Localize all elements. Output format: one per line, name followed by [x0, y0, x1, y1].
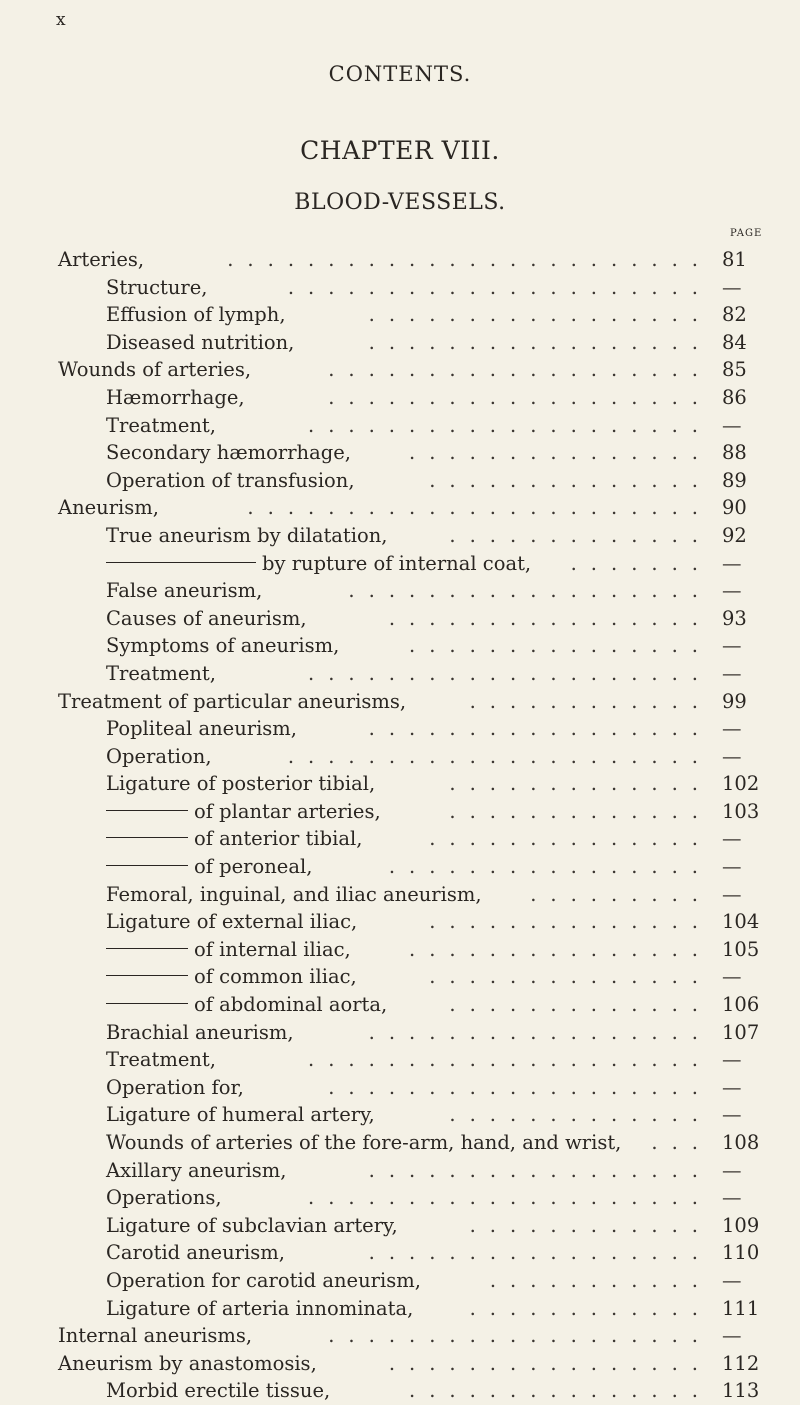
leader-dots: .............. — [429, 827, 712, 851]
toc-entry-title — [106, 936, 351, 964]
toc-entry — [0, 467, 800, 495]
toc-entry — [0, 522, 800, 550]
toc-entry-title — [106, 632, 339, 660]
toc-entry-title — [106, 522, 387, 550]
toc-entry-label: Structure, — [106, 275, 208, 299]
toc-entry-page: 107 — [722, 1020, 760, 1044]
toc-entry — [0, 908, 800, 936]
toc-entry-title — [106, 1157, 287, 1185]
toc-entry — [0, 550, 800, 578]
ditto-rule — [106, 837, 188, 838]
ditto-rule — [106, 948, 188, 949]
toc-entry-page: — — [722, 661, 742, 685]
toc-entry — [0, 770, 800, 798]
toc-entry-page: 112 — [722, 1351, 760, 1375]
leader-dots: ................ — [388, 1351, 712, 1375]
toc-entry-page: — — [722, 1048, 742, 1072]
toc-entry-label: Femoral, inguinal, and iliac aneurism, — [106, 882, 482, 906]
toc-entry-page: 102 — [722, 772, 760, 796]
leader-dots: ............. — [449, 799, 712, 823]
toc-entry — [0, 246, 800, 274]
toc-entry-page: — — [722, 717, 742, 741]
page-column-label: PAGE — [730, 228, 763, 239]
toc-entry-title — [58, 688, 406, 716]
toc-entry-title — [106, 439, 351, 467]
toc-entry-label: Treatment, — [106, 1048, 216, 1072]
toc-entry-page: — — [722, 827, 742, 851]
toc-entry-page: 103 — [722, 799, 760, 823]
toc-entry-label: of common iliac, — [194, 965, 357, 989]
toc-entry — [0, 798, 800, 826]
toc-entry-label: Operation, — [106, 744, 212, 768]
leader-dots: ................ — [388, 606, 712, 630]
leader-dots: ................... — [328, 1324, 712, 1348]
toc-entry — [0, 1350, 800, 1378]
toc-entry-title — [106, 467, 355, 495]
toc-entry-page: 106 — [722, 993, 760, 1017]
toc-entry-label: Ligature of subclavian artery, — [106, 1213, 398, 1237]
toc-entry-label: Wounds of arteries, — [58, 358, 252, 382]
toc-entry-page: — — [722, 1324, 742, 1348]
toc-entry-title — [106, 329, 294, 357]
toc-entry-label: by rupture of internal coat, — [262, 551, 532, 575]
leader-dots: ................... — [328, 1075, 712, 1099]
toc-entry-page: 84 — [722, 330, 747, 354]
toc-entry — [0, 632, 800, 660]
toc-entry-page: 82 — [722, 303, 747, 327]
toc-entry — [0, 301, 800, 329]
leader-dots: ......... — [530, 882, 712, 906]
toc-entry-label: Ligature of external iliac, — [106, 910, 358, 934]
toc-entry — [0, 1074, 800, 1102]
toc-entry-title — [106, 550, 531, 578]
toc-entry-title — [106, 798, 381, 826]
toc-entry-page: — — [722, 1103, 742, 1127]
leader-dots: ........................ — [227, 248, 712, 271]
leader-dots: .................... — [308, 1186, 712, 1210]
toc-entry-title — [106, 1377, 330, 1405]
toc-entry-label: False aneurism, — [106, 579, 263, 603]
toc-entry — [0, 936, 800, 964]
toc-entry — [0, 439, 800, 467]
ditto-rule — [106, 810, 188, 811]
toc-entry — [0, 715, 800, 743]
toc-entry — [0, 1295, 800, 1323]
toc-entry-title — [106, 1101, 375, 1129]
toc-entry-page: 85 — [722, 358, 747, 382]
toc-entry — [0, 384, 800, 412]
toc-entry-title — [106, 1046, 216, 1074]
toc-entry-label: Symptoms of aneurism, — [106, 634, 340, 658]
table-of-contents — [0, 246, 800, 1405]
toc-entry-label: Popliteal aneurism, — [106, 717, 298, 741]
toc-entry-label: Operations, — [106, 1186, 222, 1210]
toc-entry-page: 93 — [722, 606, 747, 630]
leader-dots: .............. — [429, 965, 712, 989]
toc-entry-label: Ligature of humeral artery, — [106, 1103, 375, 1127]
toc-entry-title — [58, 1322, 252, 1350]
toc-entry-title — [106, 853, 312, 881]
toc-entry-title — [106, 770, 375, 798]
toc-entry-page: 99 — [722, 689, 747, 713]
toc-entry-page: — — [722, 855, 742, 879]
toc-entry-title — [106, 715, 297, 743]
toc-entry — [0, 1157, 800, 1185]
toc-entry-title — [106, 991, 387, 1019]
toc-entry-title — [106, 1212, 398, 1240]
toc-entry — [0, 825, 800, 853]
toc-entry-page: — — [722, 634, 742, 658]
toc-entry-title — [106, 1239, 285, 1267]
leader-dots: ............... — [409, 1379, 712, 1403]
toc-entry-label: Operation for, — [106, 1075, 244, 1099]
toc-entry-label: True aneurism by dilatation, — [106, 523, 388, 547]
toc-entry-label: Diseased nutrition, — [106, 330, 295, 354]
toc-entry-page: 105 — [722, 937, 760, 961]
toc-entry-page: — — [722, 275, 742, 299]
toc-entry-label: Ligature of posterior tibial, — [106, 772, 376, 796]
toc-entry-label: Carotid aneurism, — [106, 1241, 285, 1265]
toc-entry-page: — — [722, 551, 742, 575]
toc-entry-label: Secondary hæmorrhage, — [106, 441, 351, 465]
leader-dots: .................... — [308, 413, 712, 437]
leader-dots: ....... — [570, 551, 712, 575]
toc-entry — [0, 1046, 800, 1074]
toc-entry — [0, 1212, 800, 1240]
toc-entry-label: Causes of aneurism, — [106, 606, 307, 630]
ditto-rule — [106, 562, 256, 563]
toc-entry-title — [106, 1019, 294, 1047]
toc-entry-page: 90 — [722, 496, 747, 520]
leader-dots: ............ — [469, 689, 712, 713]
toc-entry — [0, 1129, 800, 1157]
toc-entry — [0, 494, 800, 522]
leader-dots: ............... — [409, 634, 712, 658]
leader-dots: ....................... — [247, 496, 712, 520]
section-heading: BLOOD-VESSELS. — [294, 190, 506, 215]
leader-dots: ................... — [328, 358, 712, 382]
toc-entry-page: 92 — [722, 523, 747, 547]
toc-entry-page: 110 — [722, 1241, 760, 1265]
toc-entry-label: Treatment, — [106, 413, 216, 437]
toc-entry-page: 109 — [722, 1213, 760, 1237]
toc-entry-title — [106, 274, 207, 302]
leader-dots: .................. — [348, 579, 712, 603]
toc-entry-page: — — [722, 579, 742, 603]
toc-entry — [0, 853, 800, 881]
leader-dots: ............... — [409, 937, 712, 961]
leader-dots: ............ — [469, 1296, 712, 1320]
toc-entry-page: — — [722, 1075, 742, 1099]
toc-entry-title — [106, 908, 357, 936]
toc-entry-label: of peroneal, — [194, 855, 313, 879]
toc-entry-title — [106, 660, 216, 688]
toc-entry-page: 86 — [722, 385, 747, 409]
leader-dots: ................. — [368, 303, 712, 327]
leader-dots: ........... — [489, 1268, 712, 1292]
toc-entry — [0, 577, 800, 605]
leader-dots: ................. — [368, 1158, 712, 1182]
toc-entry — [0, 274, 800, 302]
toc-entry-label: Internal aneurisms, — [58, 1324, 253, 1348]
toc-entry-page: — — [722, 882, 742, 906]
toc-entry-label: Hæmorrhage, — [106, 385, 245, 409]
toc-entry-title — [106, 384, 245, 412]
toc-entry-title — [106, 412, 216, 440]
toc-entry-title — [106, 301, 286, 329]
page-number: x — [56, 10, 66, 30]
leader-dots: ................ — [388, 855, 712, 879]
toc-entry-title — [58, 494, 159, 522]
toc-entry-label: of anterior tibial, — [194, 827, 363, 851]
leader-dots: ............. — [449, 523, 712, 547]
leader-dots: ................. — [368, 717, 712, 741]
leader-dots: ... — [651, 1131, 712, 1154]
toc-entry — [0, 1101, 800, 1129]
toc-entry-page: — — [722, 1158, 742, 1182]
toc-entry — [0, 1267, 800, 1295]
toc-entry — [0, 881, 800, 909]
toc-entry — [0, 660, 800, 688]
toc-entry-page: — — [722, 1268, 742, 1292]
toc-entry-title — [106, 577, 262, 605]
leader-dots: ............ — [469, 1213, 712, 1237]
toc-entry — [0, 963, 800, 991]
toc-entry-page: 108 — [722, 1131, 760, 1154]
running-title: CONTENTS. — [328, 62, 472, 86]
leader-dots: ............. — [449, 1103, 712, 1127]
toc-entry-page: — — [722, 744, 742, 768]
toc-entry-title — [58, 1350, 317, 1378]
toc-entry-title — [106, 605, 307, 633]
toc-entry-title — [106, 881, 482, 909]
toc-entry-title — [106, 1129, 621, 1157]
toc-entry — [0, 991, 800, 1019]
leader-dots: ............. — [449, 772, 712, 796]
toc-entry — [0, 1019, 800, 1047]
leader-dots: ..................... — [287, 275, 712, 299]
toc-entry-title — [106, 743, 212, 771]
toc-entry-page: 81 — [722, 248, 747, 271]
toc-entry-label: Wounds of arteries of the fore-arm, hand, and wrist, — [106, 1131, 622, 1154]
leader-dots: ............. — [449, 993, 712, 1017]
toc-entry-page: 88 — [722, 441, 747, 465]
toc-entry — [0, 1239, 800, 1267]
leader-dots: ................. — [368, 1020, 712, 1044]
toc-entry — [0, 743, 800, 771]
toc-entry-label: of abdominal aorta, — [194, 993, 388, 1017]
toc-entry-label: Operation for carotid aneurism, — [106, 1268, 421, 1292]
toc-entry-title — [106, 1074, 244, 1102]
toc-entry-title — [58, 246, 144, 274]
toc-entry-page: 89 — [722, 468, 747, 492]
leader-dots: ................. — [368, 1241, 712, 1265]
toc-entry-page: — — [722, 413, 742, 437]
toc-entry-title — [106, 1267, 421, 1295]
ditto-rule — [106, 1003, 188, 1004]
toc-entry-label: Treatment, — [106, 661, 216, 685]
toc-entry-label: Operation of transfusion, — [106, 468, 355, 492]
leader-dots: .............. — [429, 910, 712, 934]
toc-entry-title — [106, 963, 357, 991]
toc-entry-page: 113 — [722, 1379, 760, 1403]
toc-entry-label: Axillary aneurism, — [106, 1158, 287, 1182]
leader-dots: ..................... — [287, 744, 712, 768]
toc-entry-title — [106, 1295, 413, 1323]
toc-entry-title — [106, 1184, 222, 1212]
toc-entry-label: Effusion of lymph, — [106, 303, 286, 327]
leader-dots: ................... — [328, 385, 712, 409]
toc-entry-label: Treatment of particular aneurisms, — [58, 689, 407, 713]
toc-entry-label: Ligature of arteria innominata, — [106, 1296, 414, 1320]
leader-dots: ................. — [368, 330, 712, 354]
toc-entry — [0, 688, 800, 716]
leader-dots: ............... — [409, 441, 712, 465]
toc-entry-page: 104 — [722, 910, 760, 934]
leader-dots: .................... — [308, 661, 712, 685]
toc-entry-label: Aneurism by anastomosis, — [58, 1351, 317, 1375]
toc-entry — [0, 1322, 800, 1350]
leader-dots: .................... — [308, 1048, 712, 1072]
toc-entry-label: Brachial aneurism, — [106, 1020, 294, 1044]
toc-entry — [0, 412, 800, 440]
toc-entry-page: 111 — [722, 1296, 760, 1320]
toc-entry-title — [106, 825, 362, 853]
ditto-rule — [106, 975, 188, 976]
toc-entry — [0, 605, 800, 633]
toc-entry — [0, 1184, 800, 1212]
toc-entry — [0, 1377, 800, 1405]
toc-entry — [0, 356, 800, 384]
toc-entry-title — [58, 356, 251, 384]
toc-entry-page: — — [722, 1186, 742, 1210]
toc-entry-label: of plantar arteries, — [194, 799, 381, 823]
toc-entry — [0, 329, 800, 357]
leader-dots: .............. — [429, 468, 712, 492]
toc-entry-label: Aneurism, — [58, 496, 159, 520]
toc-entry-page: — — [722, 965, 742, 989]
toc-entry-label: of internal iliac, — [194, 937, 351, 961]
toc-entry-label: Arteries, — [58, 248, 145, 271]
ditto-rule — [106, 865, 188, 866]
chapter-heading: CHAPTER VIII. — [300, 136, 500, 165]
toc-entry-label: Morbid erectile tissue, — [106, 1379, 331, 1403]
